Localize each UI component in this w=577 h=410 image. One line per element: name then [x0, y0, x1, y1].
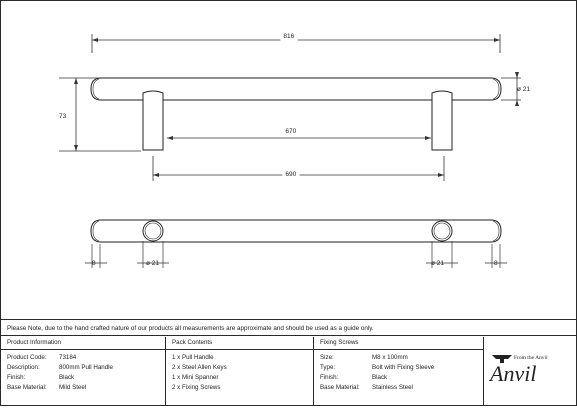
dim-height: 73	[59, 113, 67, 120]
dim-overall-length: 816	[283, 33, 295, 40]
logo-brand: Anvil	[490, 361, 537, 386]
description-row: Description: 800mm Pull Handle	[7, 364, 113, 371]
measurement-note: Please Note, due to the hand crafted nature of our products all measurements are approximate and should be used as a guide only.	[1, 319, 576, 336]
fixing-screws-title: Fixing Screws	[314, 337, 483, 350]
size-row: Size: M8 x 100mm	[320, 354, 408, 361]
fixing-screws-panel	[314, 337, 484, 405]
base-material-row: Base Material: Mild Steel	[7, 384, 87, 391]
dim-inner-span: 670	[285, 128, 297, 135]
pack-contents-panel	[166, 337, 314, 405]
pack-item: 2 x Fixing Screws	[172, 384, 221, 391]
logo-tagline: From the Anvil	[514, 355, 548, 361]
pack-item: 2 x Steel Allen Keys	[172, 364, 227, 371]
anvil-logo	[484, 337, 576, 405]
dim-end-offset-right: 8	[494, 260, 498, 267]
product-information-title: Product Information	[1, 337, 165, 350]
pack-item: 1 x Mini Spanner	[172, 374, 219, 381]
info-panels	[1, 337, 576, 405]
base-material-row: Base Material: Stainless Steel	[320, 384, 413, 391]
dim-leg-diameter-left: ø 21	[146, 260, 160, 267]
finish-row: Finish: Black	[320, 374, 388, 381]
dim-leg-diameter-right: ø 21	[431, 260, 445, 267]
pack-contents-title: Pack Contents	[166, 337, 313, 350]
dim-centres: 690	[285, 171, 297, 178]
product-information-panel	[1, 337, 166, 405]
pack-item: 1 x Pull Handle	[172, 354, 214, 361]
handle-side-view	[91, 78, 501, 150]
type-row: Type: Bolt with Fixing Sleeve	[320, 364, 435, 371]
handle-drawing	[1, 1, 576, 319]
finish-row: Finish: Black	[7, 374, 75, 381]
dim-end-offset-left: 8	[92, 260, 96, 267]
dim-bar-diameter: ø 21	[517, 86, 531, 93]
product-code-row: Product Code: 73184	[7, 354, 77, 361]
handle-top-view	[91, 220, 501, 242]
